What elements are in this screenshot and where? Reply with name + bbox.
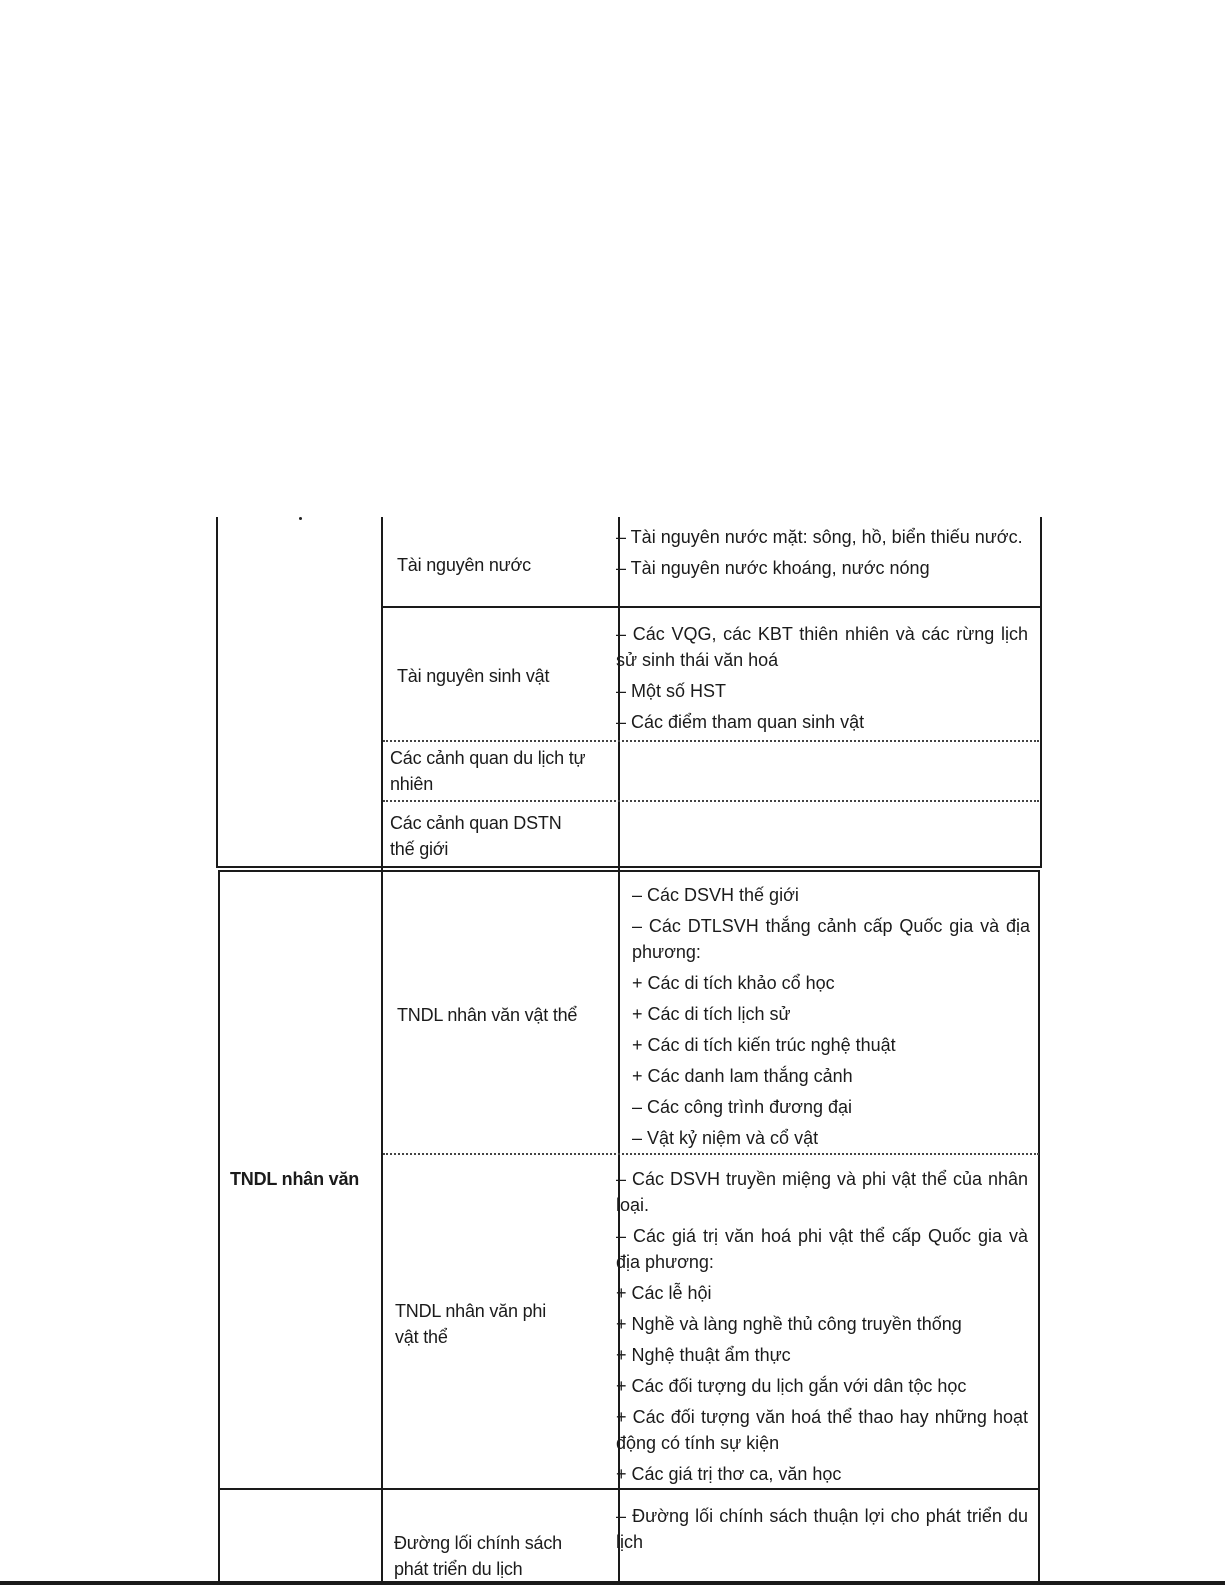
- table-left-border-lower: [218, 870, 220, 1585]
- items-intangible: [616, 1166, 1028, 1492]
- items-bio: [616, 621, 1028, 740]
- list-item: + Các danh lam thắng cảnh: [632, 1066, 853, 1086]
- list-item: + Các đối tượng du lịch gắn với dân tộc học: [616, 1376, 967, 1396]
- list-item: – Các DSVH truyền miệng và phi vật thể của nhân loại.: [616, 1169, 1028, 1215]
- list-item: – Tài nguyên nước mặt: sông, hồ, biển thiếu nước.: [616, 527, 1023, 547]
- items-tangible: [632, 882, 1030, 1156]
- list-item: – Các DTLSVH thắng cảnh cấp Quốc gia và địa phương:: [632, 916, 1030, 962]
- list-item: – Các công trình đương đại: [632, 1097, 852, 1117]
- list-item: – Vật kỷ niệm và cổ vật: [632, 1128, 819, 1148]
- group-rule-culture-start: [218, 870, 1040, 872]
- group-rule-nature-end: [216, 866, 1042, 868]
- row-rule-bio: [383, 740, 1039, 742]
- table-right-border-lower: [1038, 870, 1040, 1585]
- list-item: – Các điểm tham quan sinh vật: [616, 712, 865, 732]
- list-item: – Tài nguyên nước khoáng, nước nóng: [616, 558, 930, 578]
- subcategory-water: Tài nguyên nước: [397, 555, 531, 575]
- subcategory-intangible: TNDL nhân văn phi vật thể: [395, 1301, 547, 1347]
- table-left-border-upper: [216, 517, 218, 867]
- subcategory-landscape: Các cảnh quan du lịch tự nhiên: [390, 748, 586, 794]
- list-item: – Các giá trị văn hoá phi vật thể cấp Quốc gia và địa phương:: [616, 1226, 1028, 1272]
- list-item: + Các di tích lịch sử: [632, 1004, 791, 1024]
- subcategory-tangible: TNDL nhân văn vật thể: [397, 1005, 578, 1025]
- subcategory-bio: Tài nguyên sinh vật: [397, 666, 550, 686]
- list-item: + Các di tích kiến trúc nghệ thuật: [632, 1035, 896, 1055]
- list-item: – Các DSVH thế giới: [632, 885, 799, 905]
- row-rule-landscape: [383, 800, 1039, 802]
- list-item: + Các di tích khảo cổ học: [632, 973, 835, 993]
- page-bottom-rule: [0, 1581, 1225, 1585]
- table-right-border-upper: [1040, 517, 1042, 867]
- subcategory-policy: Đường lối chính sách phát triển du lịch: [394, 1533, 562, 1579]
- col-divider-1: [381, 517, 383, 1585]
- list-item: + Nghề và làng nghề thủ công truyền thống: [616, 1314, 962, 1334]
- list-item: + Các đối tượng văn hoá thể thao hay những hoạt động có tính sự kiện: [616, 1407, 1028, 1453]
- items-policy: [616, 1503, 1028, 1560]
- scan-speck: [299, 517, 302, 520]
- items-water: [616, 524, 1028, 586]
- row-rule-water: [381, 606, 1042, 608]
- group-title-culture: TNDL nhân văn: [230, 1169, 360, 1189]
- list-item: – Các VQG, các KBT thiên nhiên và các rừng lịch sử sinh thái văn hoá: [616, 624, 1028, 670]
- list-item: + Các giá trị thơ ca, văn học: [616, 1464, 842, 1484]
- list-item: + Nghệ thuật ẩm thực: [616, 1345, 791, 1365]
- list-item: – Một số HST: [616, 681, 727, 701]
- subcategory-world-heritage: Các cảnh quan DSTN thế giới: [390, 813, 562, 859]
- list-item: + Các lễ hội: [616, 1283, 712, 1303]
- list-item: – Đường lối chính sách thuận lợi cho phát triển du lịch: [616, 1506, 1028, 1552]
